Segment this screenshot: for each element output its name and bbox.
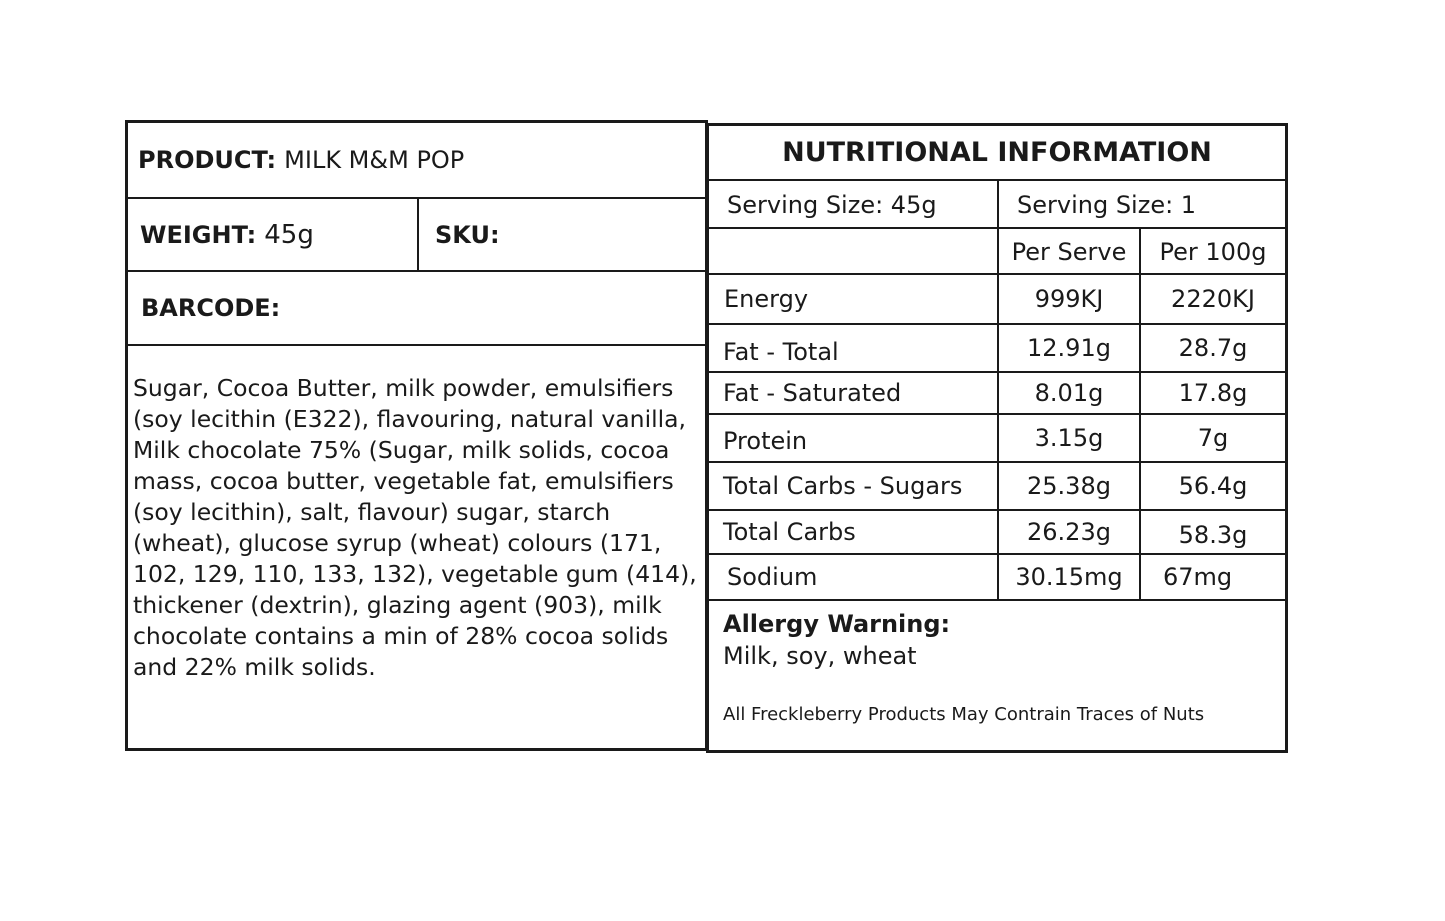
product-row [138, 123, 698, 197]
nutrient-per-serve: 26.23g [1027, 518, 1111, 546]
servings-count: Serving Size: 1 [1017, 190, 1197, 219]
sku-row [435, 199, 700, 270]
barcode-label-text: BARCODE: [141, 293, 281, 322]
nutrient-name: Energy [724, 285, 809, 313]
nutrient-per-serve: 12.91g [1027, 334, 1111, 362]
weight-row [140, 199, 415, 270]
divider [997, 179, 999, 600]
sku-label-text: SKU: [435, 220, 500, 249]
nutrient-per-100g: 56.4g [1178, 472, 1248, 500]
serving-size: Serving Size: 45g [727, 190, 937, 219]
product-label [125, 120, 1288, 752]
weight-label-text: WEIGHT: [140, 220, 257, 249]
product-label-text: PRODUCT: [138, 146, 277, 174]
nutrient-per-serve: 25.38g [1027, 472, 1111, 500]
nutrient-name: Fat - Total [723, 338, 839, 366]
nutrition-panel [706, 123, 1288, 753]
weight-value: 45g [264, 219, 314, 250]
product-name: MILK M&M POP [284, 146, 465, 174]
barcode-row [141, 272, 701, 343]
nutrient-per-100g: 67mg [1163, 563, 1233, 591]
column-header-per-serve: Per Serve [1011, 237, 1127, 266]
column-header-per-100g: Per 100g [1159, 237, 1267, 266]
ingredients-text: Sugar, Cocoa Butter, milk powder, emulsifiers (soy lecithin (E322), flavouring, natural vanilla, Milk chocolate 75% (Sugar, milk solids, cocoa mass, cocoa butter, vegetable fat, emulsifiers (soy lecithin), salt, flavour) sugar, starch (wheat), glucose syrup (wheat) colours (171, 102, 129, 110, 133, 132), vegetable gum (414), thickener (dextrin), glazing agent (903), milk chocolate contains a min of 28% cocoa solids and 22% milk solids. [133, 374, 697, 681]
divider [1139, 227, 1141, 600]
nutrient-per-100g: 7g [1197, 424, 1229, 452]
nutrient-per-serve: 3.15g [1034, 424, 1104, 452]
nutrient-per-serve: 999KJ [1034, 285, 1104, 313]
nutrient-per-100g: 28.7g [1178, 334, 1248, 362]
product-details-panel [125, 120, 708, 751]
nutrient-per-100g: 17.8g [1178, 379, 1248, 407]
divider [128, 344, 705, 346]
nutrient-name: Fat - Saturated [723, 379, 902, 407]
nutrient-per-serve: 30.15mg [1015, 563, 1123, 591]
nutrient-per-100g: 2220KJ [1171, 285, 1255, 313]
nutrient-per-100g: 58.3g [1178, 521, 1248, 549]
nutrient-name: Total Carbs - Sugars [723, 472, 963, 500]
divider [417, 198, 419, 271]
allergy-title: Allergy Warning: [723, 610, 951, 638]
nutrient-name: Protein [723, 427, 808, 455]
nutrient-name: Sodium [727, 563, 818, 591]
nutrition-title: NUTRITIONAL INFORMATION [782, 137, 1212, 168]
nutrient-per-serve: 8.01g [1034, 379, 1104, 407]
allergy-text: Milk, soy, wheat [723, 642, 917, 670]
disclaimer-text: All Freckleberry Products May Contrain Traces of Nuts [723, 704, 1205, 725]
nutrient-name: Total Carbs [723, 518, 856, 546]
